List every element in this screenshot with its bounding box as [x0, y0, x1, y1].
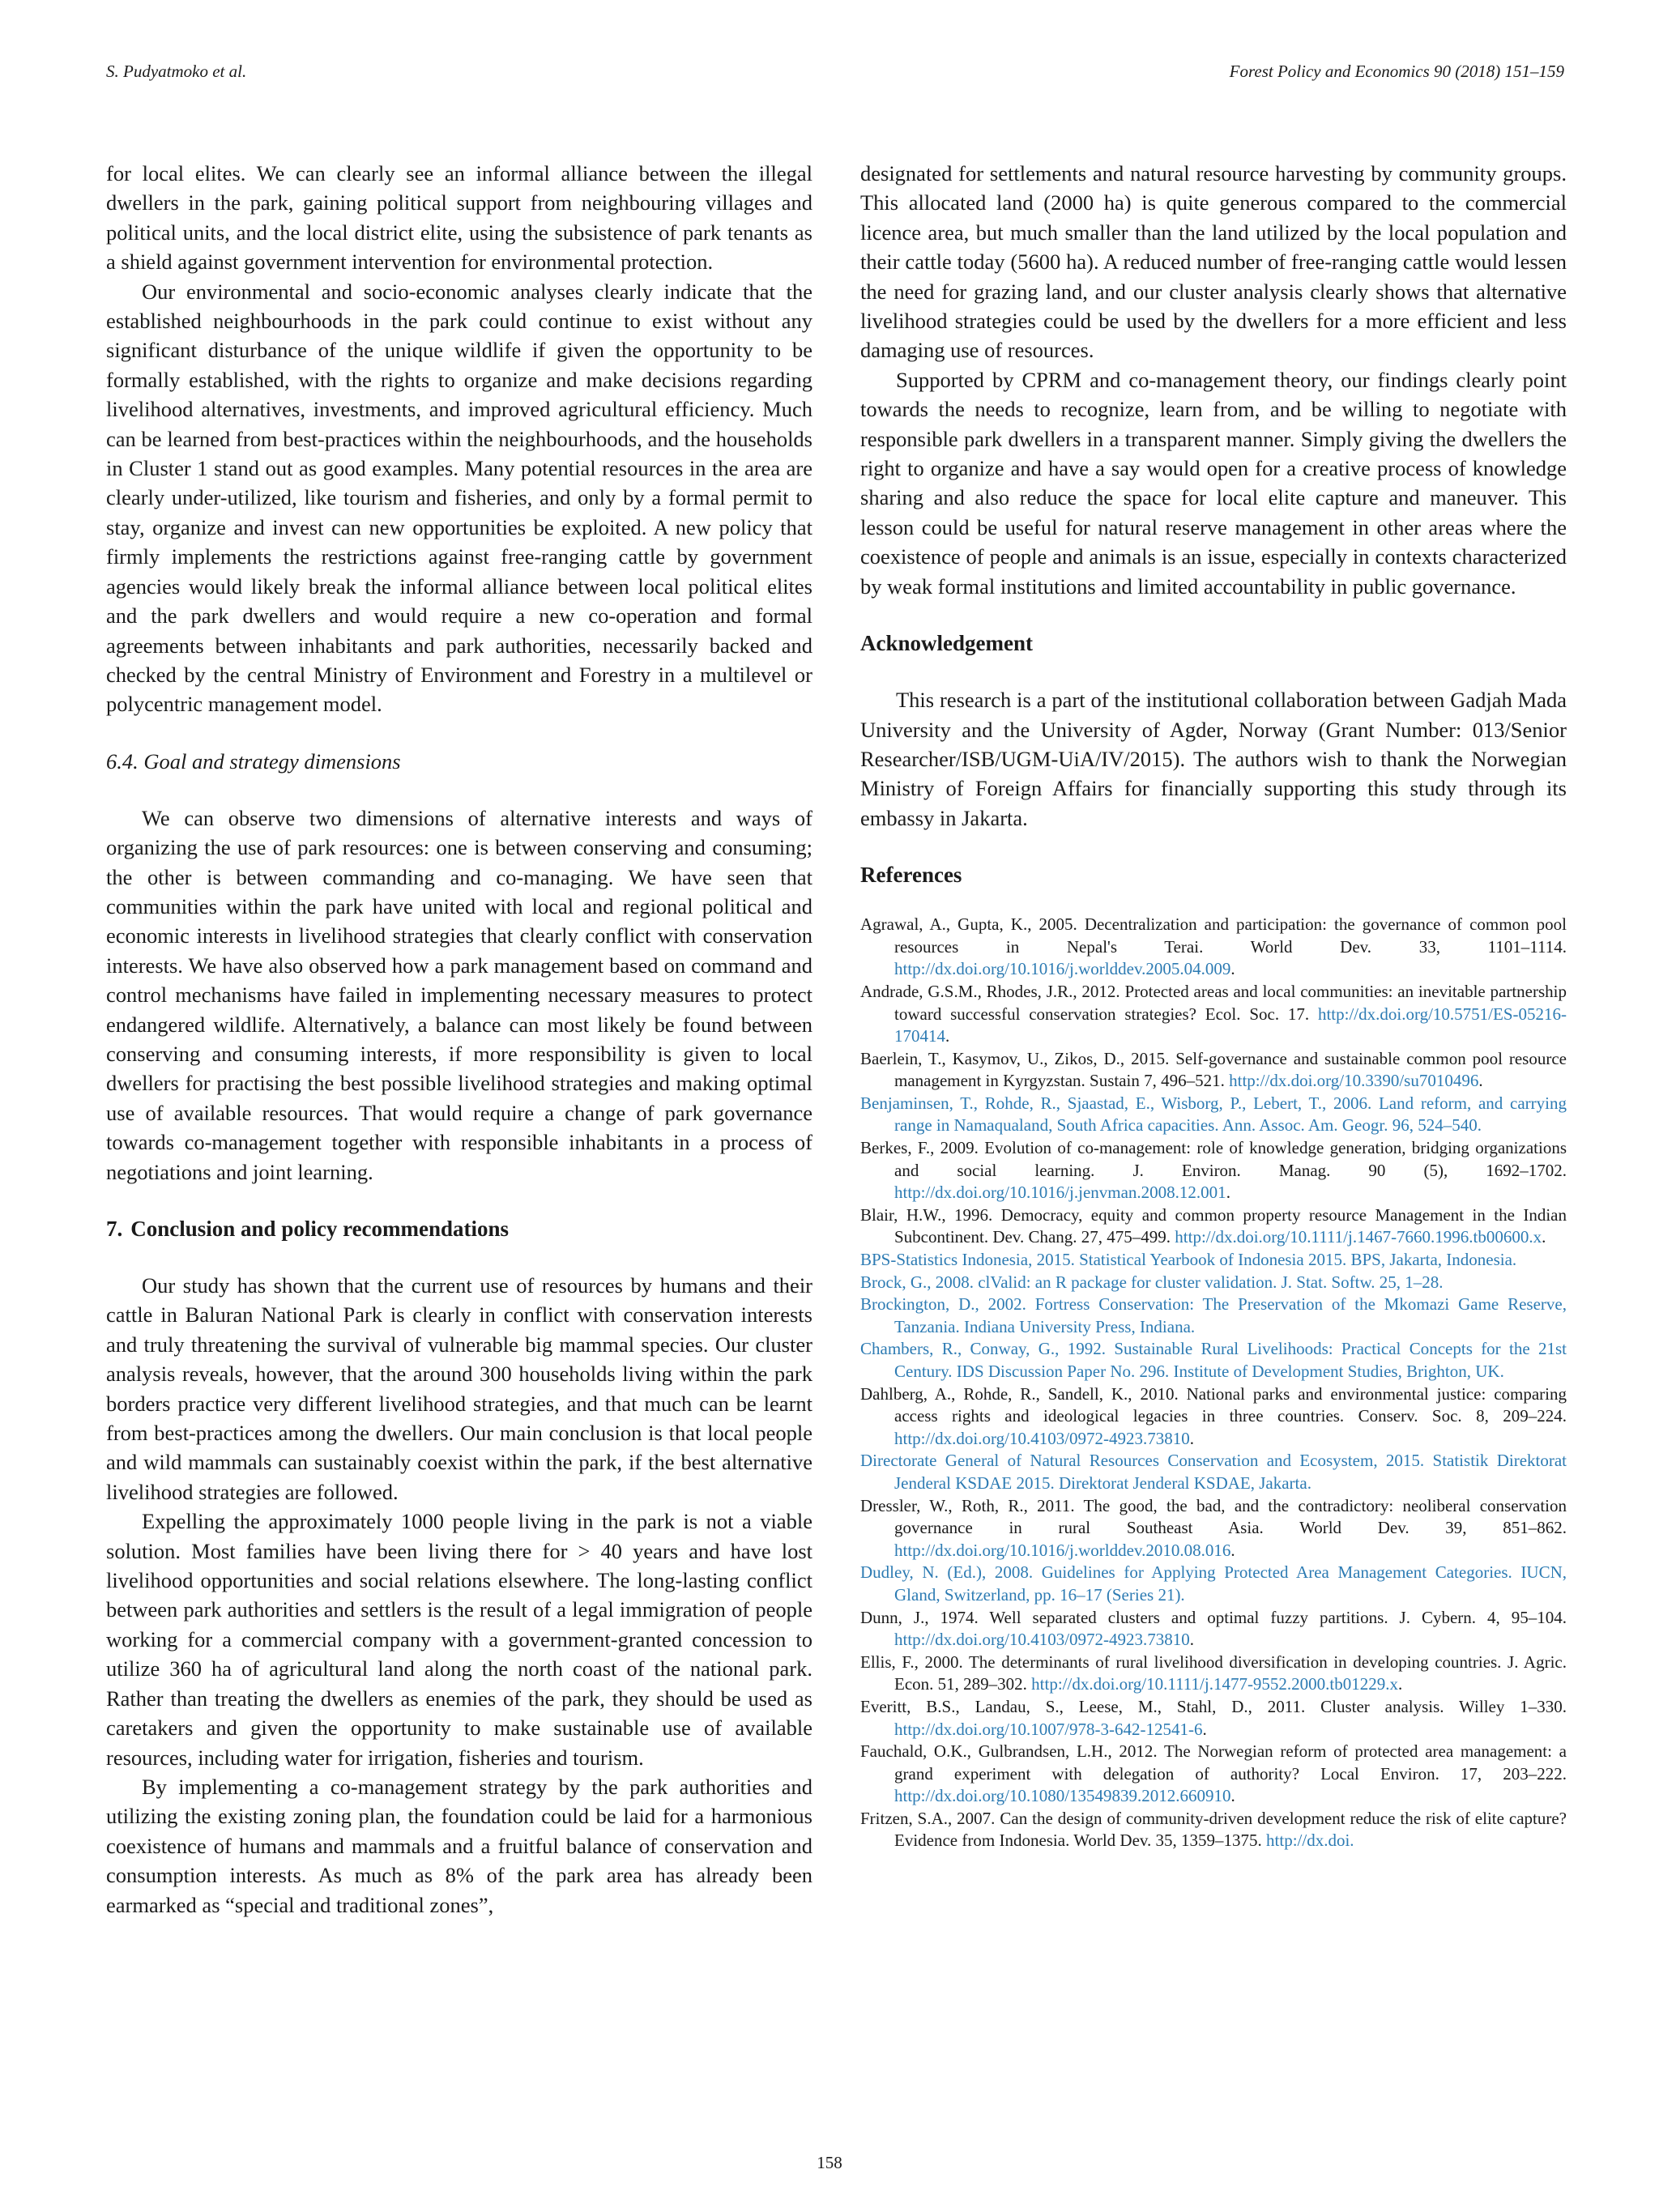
reference-item[interactable]	[860, 1562, 1567, 1606]
reference-text: Everitt, B.S., Landau, S., Leese, M., Stahl, D., 2011. Cluster analysis. Willey 1–330.	[860, 1696, 1567, 1716]
doi-link[interactable]: http://dx.doi.org/10.3390/su7010496	[1229, 1071, 1479, 1091]
reference-tail: .	[1542, 1227, 1546, 1247]
reference-text: Andrade, G.S.M., Rhodes, J.R., 2012. Protected areas and local communities: an inevitable partnership toward successful conservation strategies? Ecol. Soc. 17.	[860, 981, 1567, 1024]
reference-item	[860, 1495, 1567, 1562]
references-heading: References	[860, 863, 962, 888]
reference-item	[860, 1808, 1567, 1852]
reference-tail: .	[945, 1026, 950, 1046]
reference-text: Ellis, F., 2000. The determinants of rural livelihood diversification in developing countries. J. Agric. Econ. 51, 289–302.	[860, 1652, 1567, 1694]
reference-item[interactable]	[860, 1450, 1567, 1494]
reference-tail: .	[1230, 1540, 1235, 1560]
reference-text: Berkes, F., 2009. Evolution of co-management: role of knowledge generation, bridging organizations and social learning. J. Environ. Manag. 90 (5), 1692–1702.	[860, 1138, 1567, 1180]
section-heading	[106, 1214, 812, 1243]
reference-item	[860, 914, 1567, 981]
reference-text: Agrawal, A., Gupta, K., 2005. Decentralization and participation: the governance of common pool resources in Nepal's Terai. World Dev. 33, 1101–1114.	[860, 914, 1567, 957]
doi-link[interactable]: http://dx.doi.	[1266, 1831, 1354, 1851]
reference-link-text[interactable]: Dudley, N. (Ed.), 2008. Guidelines for Applying Protected Area Management Categories. IUCN, Gland, Switzerland, pp. 16–17 (Series 21).	[860, 1562, 1567, 1605]
reference-text: Fritzen, S.A., 2007. Can the design of community-driven development reduce the risk of elite capture? Evidence from Indonesia. World Dev. 35, 1359–1375.	[860, 1808, 1567, 1851]
header-journal: Forest Policy and Economics 90 (2018) 151–159	[1229, 62, 1564, 81]
reference-tail: .	[1189, 1630, 1195, 1650]
doi-link[interactable]: http://dx.doi.org/10.1016/j.jenvman.2008.12.001	[894, 1183, 1226, 1203]
left-column	[106, 159, 812, 1920]
reference-tail: .	[1202, 1719, 1207, 1739]
reference-text: Blair, H.W., 1996. Democracy, equity and common property resource Management in the Indian Subcontinent. Dev. Chang. 27, 475–499.	[860, 1204, 1567, 1247]
paragraph: Our environmental and socio-economic analyses clearly indicate that the established neighbourhoods in the park could continue to exist without any significant disturbance of the unique wildlife if given the opportunity to be formally established, with the rights to organize and make decisions regarding livelihood alternatives, investments, and improved agricultural efficiency. Much can be learned from best-practices within the neighbourhoods, and the households in Cluster 1 stand out as good examples. Many potential resources in the area are clearly under-utilized, like tourism and fisheries, and only by a formal permit to stay, organize and invest can new opportunities be exploited. A new policy that firmly implements the restrictions against free-ranging cattle by government agencies would likely break the informal alliance between local political elites and the park dwellers and would require a new co-operation and formal agreements between inhabitants and park authorities, necessarily backed and checked by the central Ministry of Environment and Forestry in a multilevel or polycentric management model.	[106, 279, 812, 717]
doi-link[interactable]: http://dx.doi.org/10.1007/978-3-642-12541-6	[894, 1719, 1203, 1739]
reference-text: Dahlberg, A., Rohde, R., Sandell, K., 2010. National parks and environmental justice: comparing access rights and ideological legacies in three countries. Conserv. Soc. 8, 209–224.	[860, 1383, 1567, 1426]
reference-tail: .	[1230, 959, 1235, 979]
reference-item	[860, 1048, 1567, 1093]
doi-link[interactable]: http://dx.doi.org/10.4103/0972-4923.73810	[894, 1630, 1190, 1650]
paragraph: We can observe two dimensions of alternative interests and ways of organizing the use of park resources: one is between conserving and consuming; the other is between commanding and co-managing. We have seen that communities within the park have united with local and regional political and economic interests in livelihood strategies that clearly conflict with conservation interests. We have also observed how a park management based on command and control mechanisms have failed in implementing necessary measures to protect endangered wildlife. Alternatively, a balance can most likely be found between conserving and consuming interests, if more responsibility is given to local dwellers for practising the best possible livelihood strategies and making optimal use of available resources. That would require a change of park governance towards co-management together with responsible inhabitants in a process of negotiations and joint learning.	[106, 805, 812, 1184]
reference-item[interactable]	[860, 1294, 1567, 1338]
reference-item[interactable]	[860, 1093, 1567, 1137]
subsection-heading: 6.4. Goal and strategy dimensions	[106, 748, 401, 774]
section-heading-text: Conclusion and policy recommendations	[130, 1217, 510, 1241]
doi-link[interactable]: http://dx.doi.org/10.5751/ES-05216-170414	[894, 1004, 1567, 1046]
reference-link-text[interactable]: Directorate General of Natural Resources Conservation and Ecosystem, 2015. Statistik Direktorat Jenderal KSDAE 2015. Direktorat Jenderal KSDAE, Jakarta.	[860, 1451, 1567, 1493]
page-number: 158	[817, 2153, 842, 2172]
reference-item[interactable]	[860, 1249, 1567, 1272]
reference-item	[860, 981, 1567, 1048]
header-authors: S. Pudyatmoko et al.	[106, 62, 247, 81]
doi-link[interactable]: http://dx.doi.org/10.1111/j.1467-7660.1996.tb00600.x	[1175, 1227, 1542, 1247]
running-header	[106, 62, 1564, 87]
doi-link[interactable]: http://dx.doi.org/10.1080/13549839.2012.660910	[894, 1786, 1231, 1806]
reference-text: Dunn, J., 1974. Well separated clusters and optimal fuzzy partitions. J. Cybern. 4, 95–104.	[860, 1607, 1567, 1627]
reference-link-text[interactable]: Brockington, D., 2002. Fortress Conservation: The Preservation of the Mkomazi Game Reserve, Tanzania. Indiana University Press, Indiana.	[860, 1294, 1567, 1336]
reference-tail: .	[1398, 1674, 1403, 1694]
reference-item[interactable]	[860, 1272, 1567, 1294]
doi-link[interactable]: http://dx.doi.org/10.4103/0972-4923.73810	[894, 1428, 1190, 1448]
reference-tail: .	[1189, 1428, 1195, 1448]
section-number: 7.	[106, 1217, 123, 1241]
acknowledgement-text: This research is a part of the institutional collaboration between Gadjah Mada University and the University of Agder, Norway (Grant Number: 013/Senior Researcher/ISB/UGM-UiA/IV/2015). The authors wish to thank the Norwegian Ministry of Foreign Affairs for financially supporting this study through its embassy in Jakarta.	[860, 688, 1567, 830]
reference-link-text[interactable]: Benjaminsen, T., Rohde, R., Sjaastad, E., Wisborg, P., Lebert, T., 2006. Land reform, and carrying range in Namaqualand, South Africa capacities. Ann. Assoc. Am. Geogr. 96, 524–540.	[860, 1093, 1567, 1136]
doi-link[interactable]: http://dx.doi.org/10.1016/j.worlddev.2010.08.016	[894, 1540, 1231, 1560]
reference-item[interactable]	[860, 1338, 1567, 1383]
paragraph: Expelling the approximately 1000 people living in the park is not a viable solution. Most families have been living there for > 40 years and have lost livelihood opportunities and social relations elsewhere. The long-lasting conflict between park authorities and settlers is the result of a legal immigration of people working for a commercial company with a government-granted concession to utilize 360 ha of agricultural land along the north coast of the national park. Rather than treating the dwellers as enemies of the park, they should be used as caretakers and given the opportunity to make sustainable use of available resources, including water for irrigation, fisheries and tourism.	[106, 1509, 812, 1770]
reference-tail: .	[1478, 1071, 1483, 1091]
reference-item	[860, 1383, 1567, 1451]
reference-tail: .	[1230, 1786, 1235, 1806]
right-column	[860, 159, 1567, 1852]
reference-item	[860, 1652, 1567, 1696]
reference-link-text[interactable]: Chambers, R., Conway, G., 1992. Sustainable Rural Livelihoods: Practical Concepts for the 21st Century. IDS Discussion Paper No. 296. Institute of Development Studies, Brighton, UK.	[860, 1339, 1567, 1381]
paragraph: Our study has shown that the current use of resources by humans and their cattle in Baluran National Park is clearly in conflict with conservation interests and truly threatening the survival of vulnerable big mammal species. Our cluster analysis reveals, however, that the around 300 households living within the park borders practice very different livelihood strategies, and that much can be learnt from best-practices among the dwellers. Our main conclusion is that local people and wild mammals can sustainably coexist within the park, if the best alternative livelihood strategies are followed.	[106, 1273, 812, 1504]
paragraph: By implementing a co-management strategy by the park authorities and utilizing the existing zoning plan, the foundation could be laid for a harmonious coexistence of humans and mammals and a fruitful balance of conservation and consumption interests. As much as 8% of the park area has already been earmarked as “special and traditional zones”,	[106, 1774, 812, 1917]
doi-link[interactable]: http://dx.doi.org/10.1016/j.worlddev.2005.04.009	[894, 959, 1231, 979]
reference-item	[860, 1696, 1567, 1741]
paragraph: for local elites. We can clearly see an informal alliance between the illegal dwellers in the park, gaining political support from neighbouring villages and political units, and the local district elite, using the subsistence of park tenants as a shield against government intervention for environmental protection.	[106, 161, 812, 275]
paragraph: Supported by CPRM and co-management theory, our findings clearly point towards the needs to recognize, learn from, and be willing to negotiate with responsible park dwellers in a transparent manner. Simply giving the dwellers the right to organize and have a say would open for a creative process of knowledge sharing and also reduce the space for local elite capture and maneuver. This lesson could be useful for natural reserve management in other areas where the coexistence of people and animals is an issue, especially in contexts characterized by weak formal institutions and limited accountability in public governance.	[860, 367, 1567, 599]
reference-tail: .	[1226, 1183, 1230, 1203]
doi-link[interactable]: http://dx.doi.org/10.1111/j.1477-9552.2000.tb01229.x	[1031, 1674, 1399, 1694]
reference-item	[860, 1204, 1567, 1249]
reference-item	[860, 1607, 1567, 1652]
reference-text: Dressler, W., Roth, R., 2011. The good, the bad, and the contradictory: neoliberal conservation governance in rural Southeast Asia. World Dev. 39, 851–862.	[860, 1495, 1567, 1538]
reference-link-text[interactable]: BPS-Statistics Indonesia, 2015. Statistical Yearbook of Indonesia 2015. BPS, Jakarta, Indonesia.	[860, 1250, 1517, 1270]
reference-text: Fauchald, O.K., Gulbrandsen, L.H., 2012. The Norwegian reform of protected area management: a grand experiment with delegation of authority? Local Environ. 17, 203–222.	[860, 1741, 1567, 1784]
reference-list	[860, 914, 1567, 1852]
reference-text: Baerlein, T., Kasymov, U., Zikos, D., 2015. Self-governance and sustainable common pool resource management in Kyrgyzstan. Sustain 7, 496–521.	[860, 1048, 1567, 1091]
reference-item	[860, 1741, 1567, 1808]
reference-link-text[interactable]: Brock, G., 2008. clValid: an R package for cluster validation. J. Stat. Softw. 25, 1–28.	[860, 1272, 1444, 1292]
reference-item	[860, 1137, 1567, 1204]
acknowledgement-heading: Acknowledgement	[860, 631, 1033, 656]
paragraph: designated for settlements and natural resource harvesting by community groups. This allocated land (2000 ha) is quite generous compared to the commercial licence area, but much smaller than the land utilized by the local population and their cattle today (5600 ha). A reduced number of free-ranging cattle would lessen the need for grazing land, and our cluster analysis clearly shows that alternative livelihood strategies could be used by the dwellers for a more efficient and less damaging use of resources.	[860, 161, 1567, 363]
